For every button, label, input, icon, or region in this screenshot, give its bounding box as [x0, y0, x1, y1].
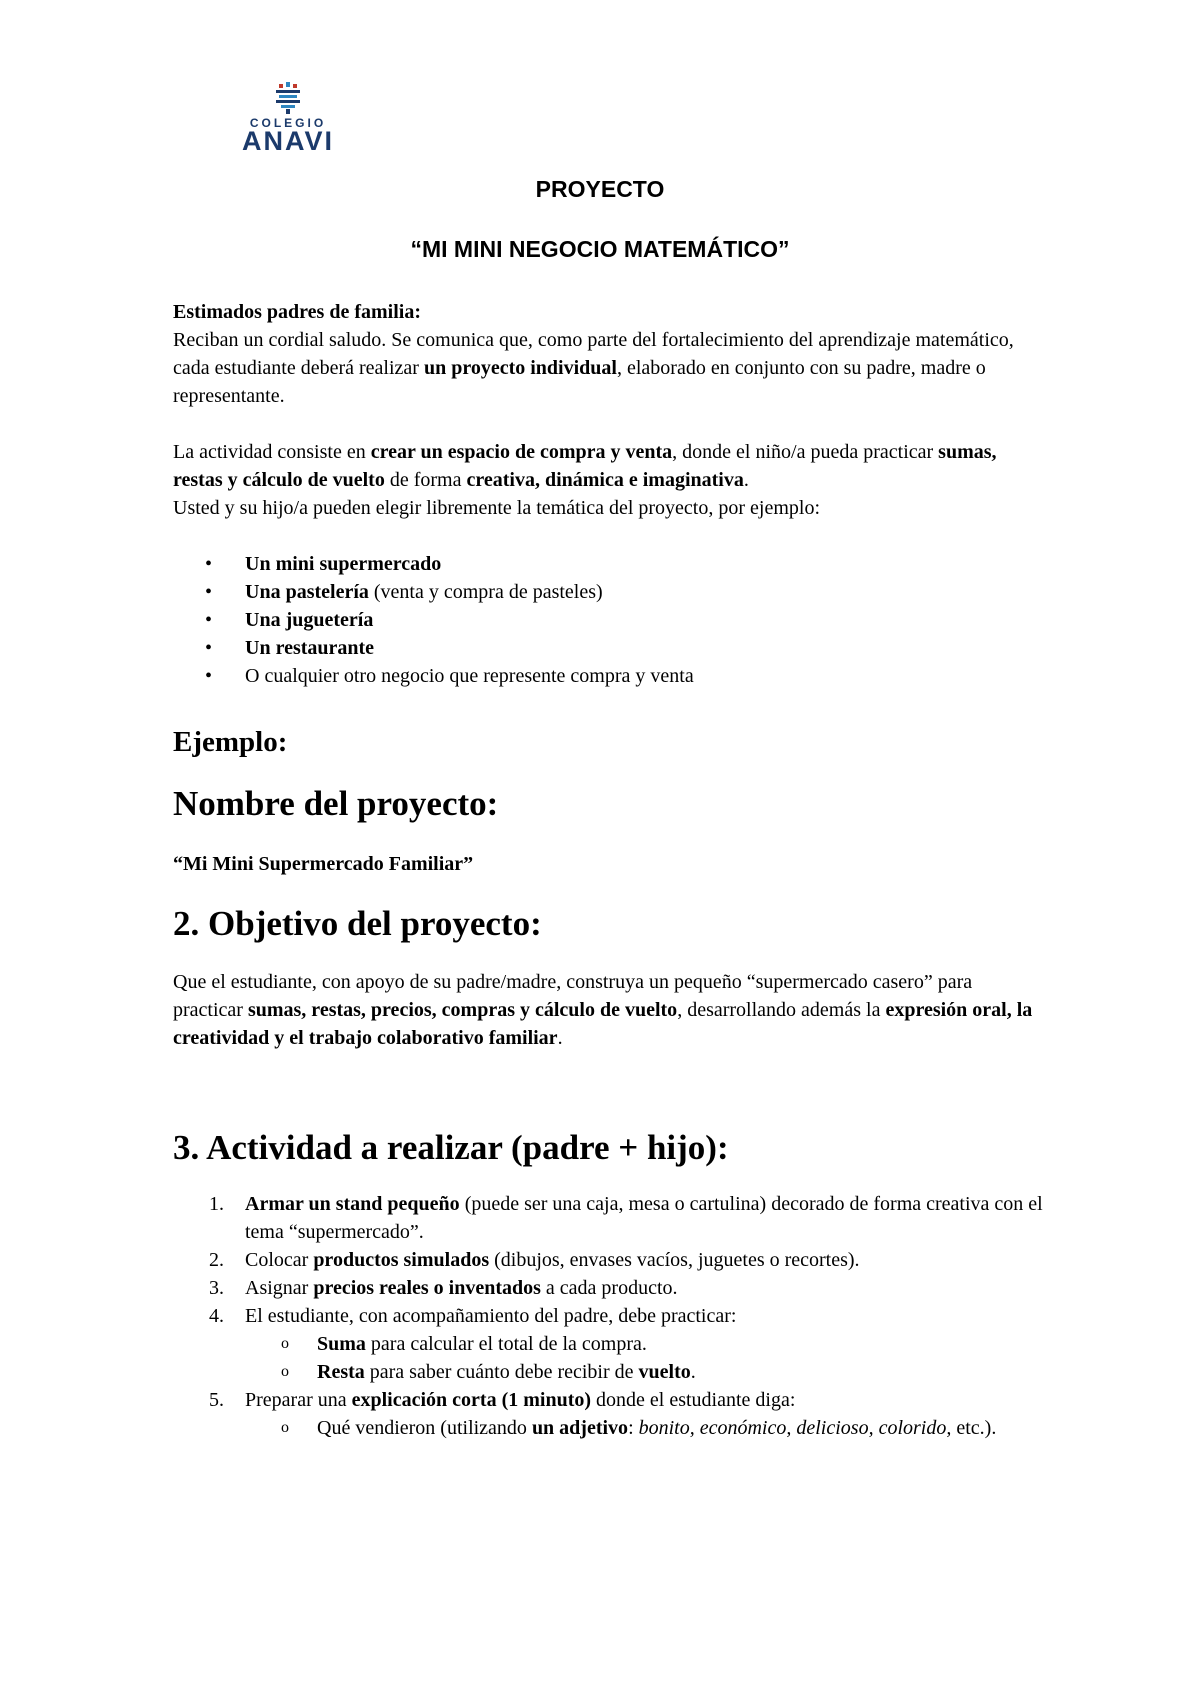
activity-paragraph: La actividad consiste en crear un espacio de compra y venta, donde el niño/a pueda practicar sumas, restas y cálculo de vuelto de forma creativa, dinámica e imaginativa. — [173, 441, 997, 491]
intro-paragraph: Reciban un cordial saludo. Se comunica que, como parte del fortalecimiento del aprendizaje matemático, cada estudiante deberá realizar un proyecto individual, elaborado en conjunto con su padre, madre o representante. — [173, 329, 1014, 407]
activity-heading: 3. Actividad a realizar (padre + hijo): — [173, 1128, 729, 1167]
objective-paragraph: Que el estudiante, con apoyo de su padre/madre, construya un pequeño “supermercado casero” para practicar sumas, restas, precios, compras y cálculo de vuelto, desarrollando además la expresión oral, la creatividad y el trabajo colaborativo familiar. — [173, 971, 1033, 1049]
logo-colegio-text: COLEGIO — [249, 116, 327, 130]
examples-list — [173, 550, 1043, 690]
sub-list-item: o Qué vendieron (utilizando un adjetivo: bonito, económico, delicioso, colorido, etc.). — [245, 1414, 1043, 1442]
list-item: • Una pastelería (venta y compra de pasteles) — [173, 578, 1043, 606]
sub-list — [245, 1414, 1043, 1442]
list-item: • Un restaurante — [173, 634, 1043, 662]
activity-steps-list — [173, 1190, 1043, 1442]
project-name: “Mi Mini Supermercado Familiar” — [173, 853, 474, 875]
document-title: PROYECTO — [535, 176, 665, 202]
sub-list-item: o Suma para calcular el total de la compra. — [245, 1330, 1043, 1358]
list-item: 1. Armar un stand pequeño (puede ser una caja, mesa o cartulina) decorado de forma creativa con el tema “supermercado”. — [209, 1193, 1043, 1243]
theme-paragraph: Usted y su hijo/a pueden elegir libremente la temática del proyecto, por ejemplo: — [173, 497, 821, 519]
logo-anavi-text: ANAVI — [241, 126, 334, 156]
document-body — [173, 298, 1043, 1442]
objective-heading: 2. Objetivo del proyecto: — [173, 904, 542, 943]
school-emblem-icon — [273, 82, 303, 114]
school-logo — [218, 82, 358, 158]
list-item: 3. Asignar precios reales o inventados a cada producto. — [209, 1277, 678, 1299]
list-item: 5. Preparar una explicación corta (1 minuto) donde el estudiante diga: o Qué vendieron (utilizando un adjetivo: bonito, económico, delicioso, colorido, etc.). — [173, 1386, 1043, 1442]
list-item: • O cualquier otro negocio que represente compra y venta — [173, 662, 1043, 690]
document-subtitle: “MI MINI NEGOCIO MATEMÁTICO” — [410, 236, 790, 262]
list-item: • Un mini supermercado — [173, 550, 1043, 578]
list-item: 4. El estudiante, con acompañamiento del padre, debe practicar: o Suma para calcular el total de la compra. o Resta para saber cuánto debe recibir de vuelto. — [173, 1302, 1043, 1386]
list-item: 2. Colocar productos simulados (dibujos, envases vacíos, juguetes o recortes). — [209, 1249, 860, 1271]
sub-list-item: o Resta para saber cuánto debe recibir de vuelto. — [245, 1358, 1043, 1386]
list-item: • Una juguetería — [173, 606, 1043, 634]
example-heading: Ejemplo: — [173, 726, 288, 758]
greeting: Estimados padres de familia: — [173, 301, 421, 323]
project-name-heading: Nombre del proyecto: — [173, 784, 499, 823]
sub-list — [245, 1330, 1043, 1386]
